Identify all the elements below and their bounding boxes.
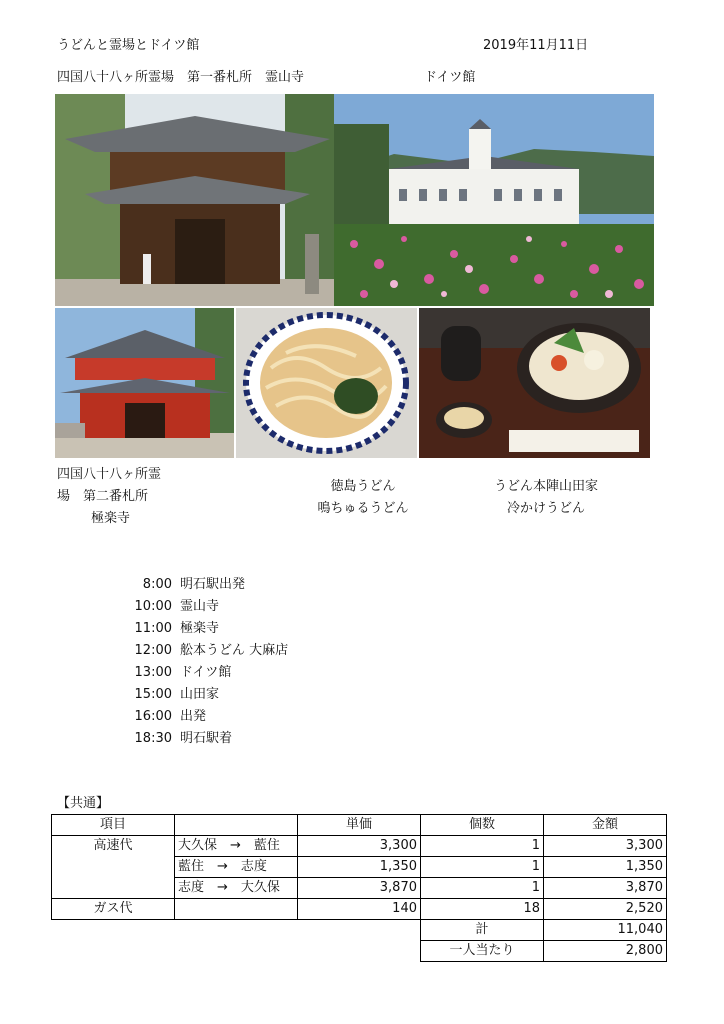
schedule-list: [118, 574, 288, 750]
caption-udon2-line1: うどん本陣山田家: [493, 479, 598, 494]
document-title: うどんと霊場とドイツ館: [57, 38, 200, 53]
schedule-event: 山田家: [180, 687, 220, 702]
schedule-item: [118, 728, 288, 750]
schedule-event: ドイツ館: [180, 665, 232, 680]
schedule-time: 15:00: [134, 687, 172, 702]
caption-german-house: ドイツ館: [424, 70, 476, 85]
schedule-item: [118, 574, 288, 596]
caption-temple2-line2: 場 第二番札所: [57, 489, 149, 504]
schedule-time: 12:00: [134, 643, 172, 658]
schedule-time: 11:00: [134, 621, 172, 636]
amount: 1,350: [544, 857, 667, 878]
amount: 3,300: [544, 836, 667, 857]
schedule-item: [118, 596, 288, 618]
schedule-time: 16:00: [134, 709, 172, 724]
gas-detail: [175, 899, 298, 920]
unit-price: 3,870: [298, 878, 421, 899]
highway-label: 高速代: [52, 836, 175, 857]
temple1-photo: [55, 94, 334, 306]
caption-temple2-line1: 四国八十八ヶ所霊: [57, 467, 162, 482]
schedule-item: [118, 684, 288, 706]
total-row: [52, 920, 667, 941]
udon1-photo: [236, 308, 417, 458]
unit-price: 1,350: [298, 857, 421, 878]
temple2-photo: [55, 308, 234, 458]
header-detail: [175, 815, 298, 836]
highway-label-spacer: [52, 857, 175, 878]
caption-udon1: [308, 476, 418, 520]
schedule-event: 明石駅着: [180, 731, 233, 746]
caption-udon1-line1: 徳島うどん: [330, 479, 396, 494]
schedule-event: 舩本うどん 大麻店: [180, 643, 289, 658]
schedule-item: [118, 618, 288, 640]
document-date: 2019年11月11日: [483, 38, 589, 53]
header-unit-price: 単価: [298, 815, 421, 836]
german-house-photo: [334, 94, 654, 306]
schedule-time: 13:00: [134, 665, 172, 680]
table-row: [52, 836, 667, 857]
cost-section-label: 【共通】: [57, 796, 110, 811]
caption-temple2: [57, 464, 161, 530]
per-person-row: [52, 941, 667, 962]
schedule-event: 極楽寺: [180, 621, 220, 636]
total-value: 11,040: [544, 920, 667, 941]
qty: 1: [421, 836, 544, 857]
schedule-event: 出発: [180, 709, 207, 724]
schedule-item: [118, 640, 288, 662]
amount: 3,870: [544, 878, 667, 899]
qty: 1: [421, 857, 544, 878]
route: 藍住 → 志度: [175, 857, 298, 878]
schedule-item: [118, 706, 288, 728]
cost-table: [51, 814, 667, 962]
route: 志度 → 大久保: [175, 878, 298, 899]
per-person-value: 2,800: [544, 941, 667, 962]
schedule-time: 18:30: [134, 731, 172, 746]
table-row: [52, 857, 667, 878]
header-qty: 個数: [421, 815, 544, 836]
gas-label: ガス代: [52, 899, 175, 920]
header-item: 項目: [52, 815, 175, 836]
route: 大久保 → 藍住: [175, 836, 298, 857]
table-row: [52, 899, 667, 920]
schedule-event: 霊山寺: [180, 599, 220, 614]
header-amount: 金額: [544, 815, 667, 836]
caption-udon2: [476, 476, 616, 520]
caption-udon1-line2: 鳴ちゅるうどん: [317, 501, 409, 516]
schedule-item: [118, 662, 288, 684]
gas-amount: 2,520: [544, 899, 667, 920]
gas-qty: 18: [421, 899, 544, 920]
schedule-event: 明石駅出発: [180, 577, 246, 592]
caption-udon2-line2: 冷かけうどん: [506, 501, 585, 516]
caption-temple1: 四国八十八ヶ所霊場 第一番札所 霊山寺: [57, 70, 305, 85]
total-label: 計: [421, 920, 544, 941]
qty: 1: [421, 878, 544, 899]
caption-temple2-line3: 極楽寺: [91, 511, 131, 526]
per-person-label: 一人当たり: [421, 941, 544, 962]
schedule-time: 10:00: [134, 599, 172, 614]
schedule-time: 8:00: [142, 577, 172, 592]
highway-label-spacer: [52, 878, 175, 899]
udon2-photo: [419, 308, 650, 458]
gas-unit-price: 140: [298, 899, 421, 920]
table-header-row: [52, 815, 667, 836]
table-row: [52, 878, 667, 899]
unit-price: 3,300: [298, 836, 421, 857]
